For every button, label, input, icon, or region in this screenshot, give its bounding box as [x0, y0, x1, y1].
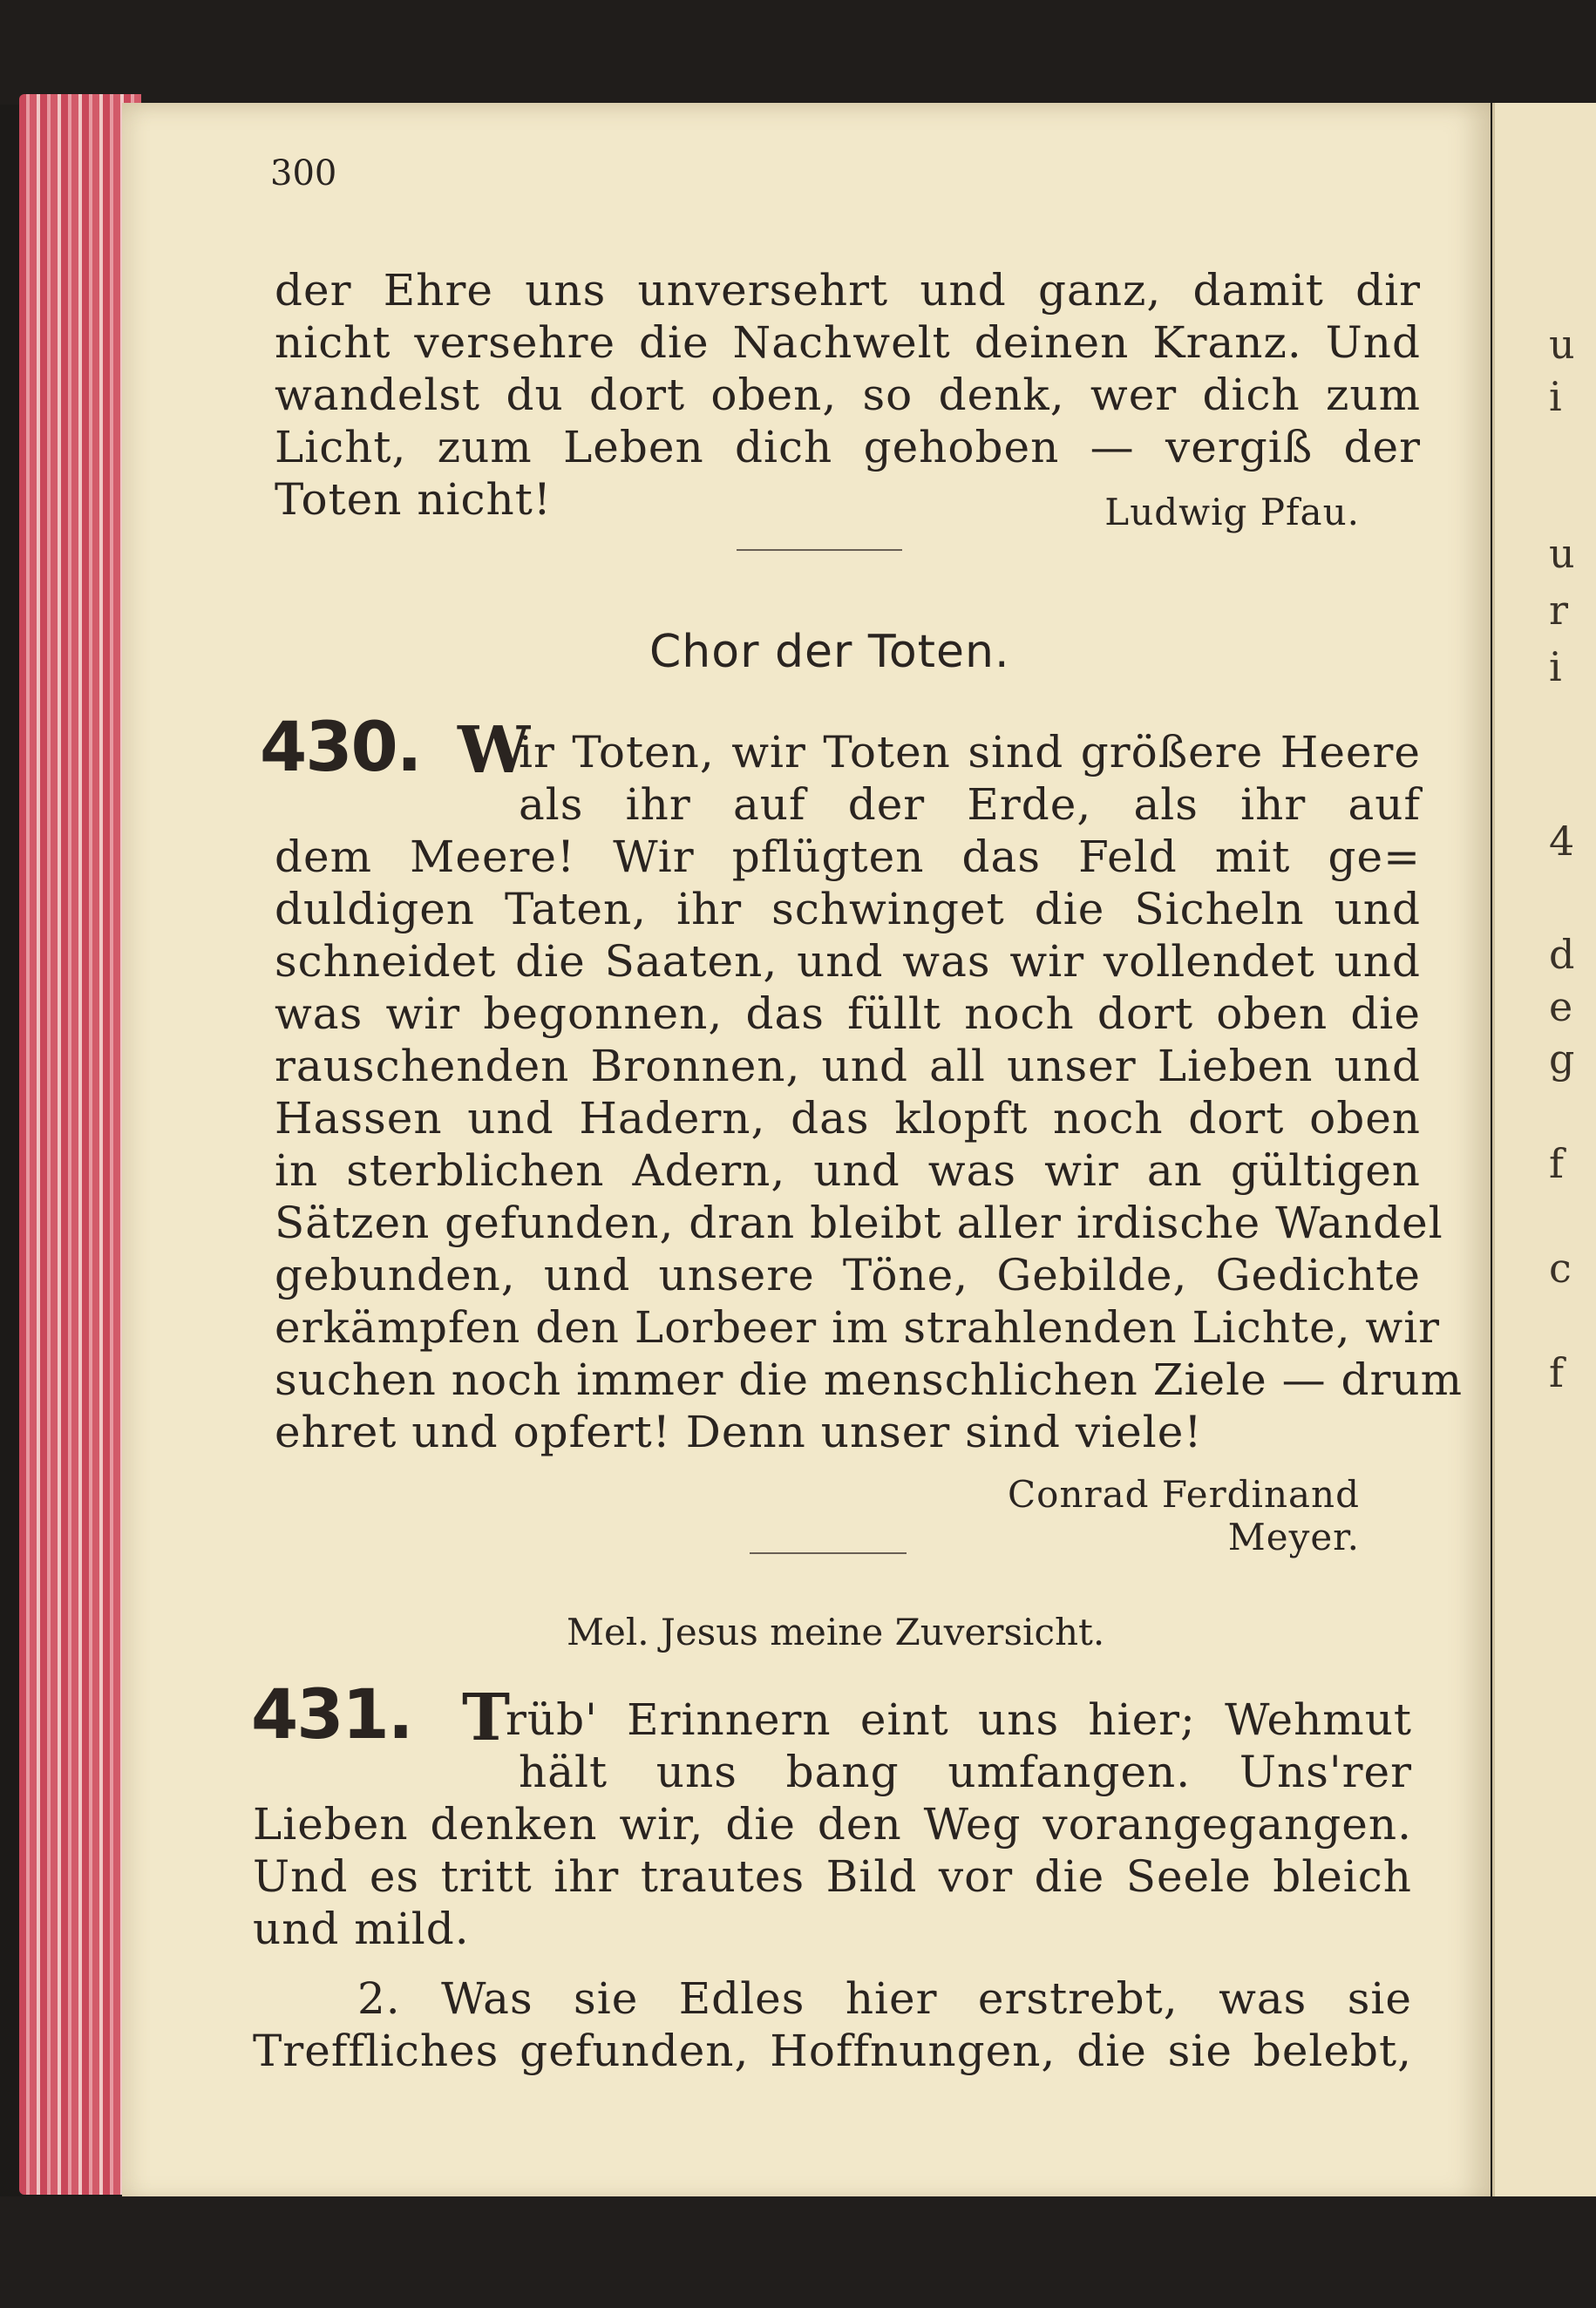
poem-line: ir Toten, wir Toten sind größere Heere	[519, 727, 1421, 777]
poem-line: was wir begonnen, das füllt noch dort oben die	[275, 988, 1421, 1039]
poem-line: hält uns bang umfangen. Uns'rer	[519, 1747, 1412, 1797]
poem-line: Treffliches gefunden, Hoffnungen, die sie belebt,	[253, 2026, 1412, 2076]
poem-line: rüb' Erinnern eint uns hier; Wehmut	[506, 1694, 1412, 1745]
poem-line: Hassen und Hadern, das klopft noch dort oben	[275, 1093, 1421, 1144]
next-page-fragment: g	[1549, 1035, 1575, 1083]
next-page-fragment: i	[1549, 643, 1562, 690]
intro-line: Toten nicht!	[275, 474, 552, 525]
poem-line: als ihr auf der Erde, als ihr auf	[519, 779, 1421, 830]
next-page-fragment: d	[1549, 931, 1575, 978]
poem-line: Und es tritt ihr trautes Bild vor die Seele bleich	[253, 1851, 1412, 1902]
next-page-fragment: r	[1549, 587, 1568, 634]
book-cover-bottom	[0, 2196, 1596, 2308]
divider	[737, 549, 902, 551]
poem-number: 431.	[251, 1676, 412, 1755]
poem-line: schneidet die Saaten, und was wir vollendet und	[275, 936, 1421, 987]
next-page-fragment: u	[1549, 530, 1575, 577]
next-page-fragment: e	[1549, 983, 1573, 1030]
poem-line: suchen noch immer die menschlichen Ziele — drum	[275, 1354, 1463, 1405]
poem-line: duldigen Taten, ihr schwinget die Sicheln und	[275, 884, 1421, 934]
intro-line: der Ehre uns unversehrt und ganz, damit dir	[275, 265, 1421, 316]
poem-line: erkämpfen den Lorbeer im strahlenden Lichte, wir	[275, 1302, 1441, 1353]
intro-line: Licht, zum Leben dich gehoben — vergiß der	[275, 422, 1421, 472]
book-cover-top	[0, 0, 1596, 105]
poem-line: 2. Was sie Edles hier erstrebt, was sie	[357, 1973, 1412, 2024]
poem-line: gebunden, und unsere Töne, Gebilde, Gedichte	[275, 1250, 1421, 1300]
poem-line: in sterblichen Adern, und was wir an gültigen	[275, 1145, 1421, 1196]
drop-initial: W	[458, 713, 531, 788]
poem-line: Lieben denken wir, die den Weg vorangegangen.	[253, 1799, 1412, 1850]
book-page	[122, 103, 1491, 2203]
poem-line: ehret und opfert! Denn unser sind viele!	[275, 1407, 1203, 1457]
intro-author: Ludwig Pfau.	[1104, 491, 1360, 533]
next-page-fragment: 4	[1549, 818, 1575, 865]
next-page-fragment: f	[1549, 1349, 1565, 1396]
next-page-fragment: u	[1549, 321, 1575, 368]
next-page-fragment: c	[1549, 1245, 1572, 1292]
next-page-fragment: i	[1549, 373, 1562, 420]
intro-line: wandelst du dort oben, so denk, wer dich zum	[275, 370, 1421, 420]
next-page-fragment: f	[1549, 1140, 1565, 1187]
next-page-edge	[1492, 103, 1596, 2203]
poem-line: rauschenden Bronnen, und all unser Lieben und	[275, 1041, 1421, 1091]
divider	[750, 1552, 907, 1554]
poem-line: Sätzen gefunden, dran bleibt aller irdische Wandel	[275, 1198, 1443, 1248]
poem-line: und mild.	[253, 1904, 470, 1954]
drop-initial: T	[462, 1680, 511, 1755]
intro-line: nicht versehre die Nachwelt deinen Kranz. Und	[275, 317, 1421, 368]
page-content	[122, 103, 1491, 2203]
melody-note: Mel. Jesus meine Zuversicht.	[567, 1611, 1105, 1653]
poem-number: 430.	[260, 709, 421, 787]
section-heading: Chor der Toten.	[649, 626, 1010, 678]
poem-author: Conrad Ferdinand Meyer.	[1008, 1473, 1360, 1558]
poem-line: dem Meere! Wir pflügten das Feld mit ge=	[275, 832, 1421, 882]
page-number: 300	[270, 153, 337, 193]
